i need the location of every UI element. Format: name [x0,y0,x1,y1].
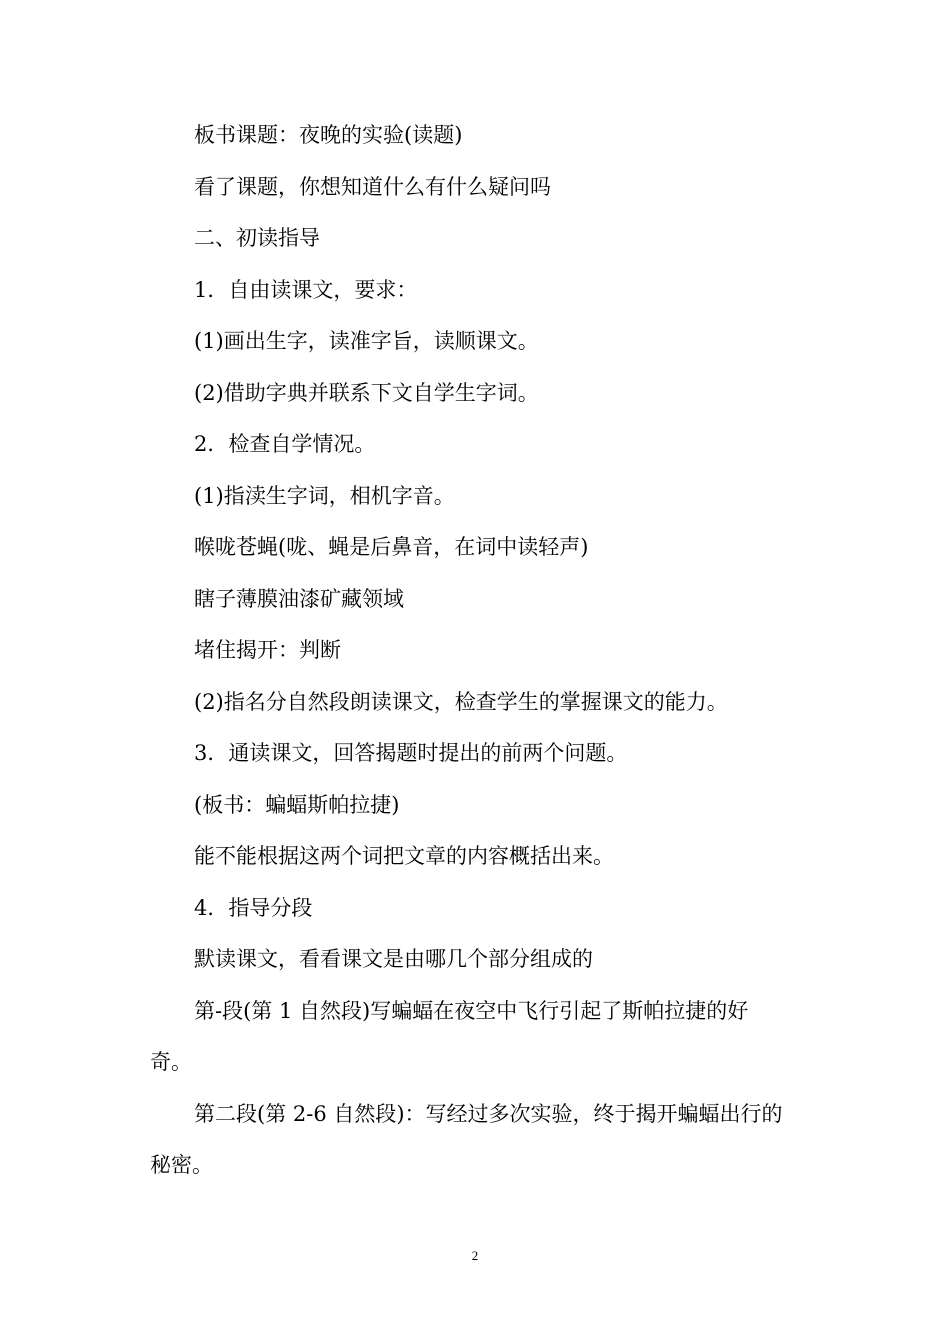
paragraph-step-2: 2．检查自学情况。 [194,432,376,456]
paragraph-step-2-item-2: (2)指名分自然段朗读课文，检查学生的掌握课文的能力。 [194,689,728,714]
section-heading-reading-guide: 二、初读指导 [194,226,320,250]
paragraph-vocab-3: 堵住揭开：判断 [194,638,341,662]
paragraph-step-3: 3．通读课文，回答揭题时提出的前两个问题。 [194,741,628,765]
paragraph-step-1-item-2: (2)借助字典并联系下文自学生字词。 [194,380,539,405]
paragraph-section-1: 第-段(第 1 自然段)写蝙蝠在夜空中飞行引起了斯帕拉捷的好奇。 [150,998,749,1074]
paragraph-vocab-1: 喉咙苍蝇(咙、蝇是后鼻音，在词中读轻声) [194,535,589,559]
paragraph-question: 看了课题，你想知道什么有什么疑问吗 [194,174,551,199]
paragraph-step-4: 4．指导分段 [194,895,313,920]
paragraph-section-2: 第二段(第 2-6 自然段)：写经过多次实验，终于揭开蝙蝠出行的秘密。 [150,1101,783,1177]
paragraph-vocab-2: 瞎子薄膜油漆矿藏领域 [194,586,404,611]
page-number: 2 [471,1248,479,1263]
paragraph-silent-reading: 默读课文，看看课文是由哪几个部分组成的 [194,947,593,971]
document-body [150,110,790,1192]
paragraph-summary-question: 能不能根据这两个词把文章的内容概括出来。 [194,844,614,868]
paragraph-step-1: 1．自由读课文，要求： [194,277,418,302]
paragraph-title-board: 板书课题：夜晚的实验(读题) [194,123,463,147]
paragraph-step-1-item-1: (1)画出生字，读准字旨，读顺课文。 [194,329,539,353]
paragraph-step-2-item-1: (1)指渎生字词，相机字音。 [194,483,455,508]
paragraph-board-note: (板书：蝙蝠斯帕拉捷) [194,792,400,817]
